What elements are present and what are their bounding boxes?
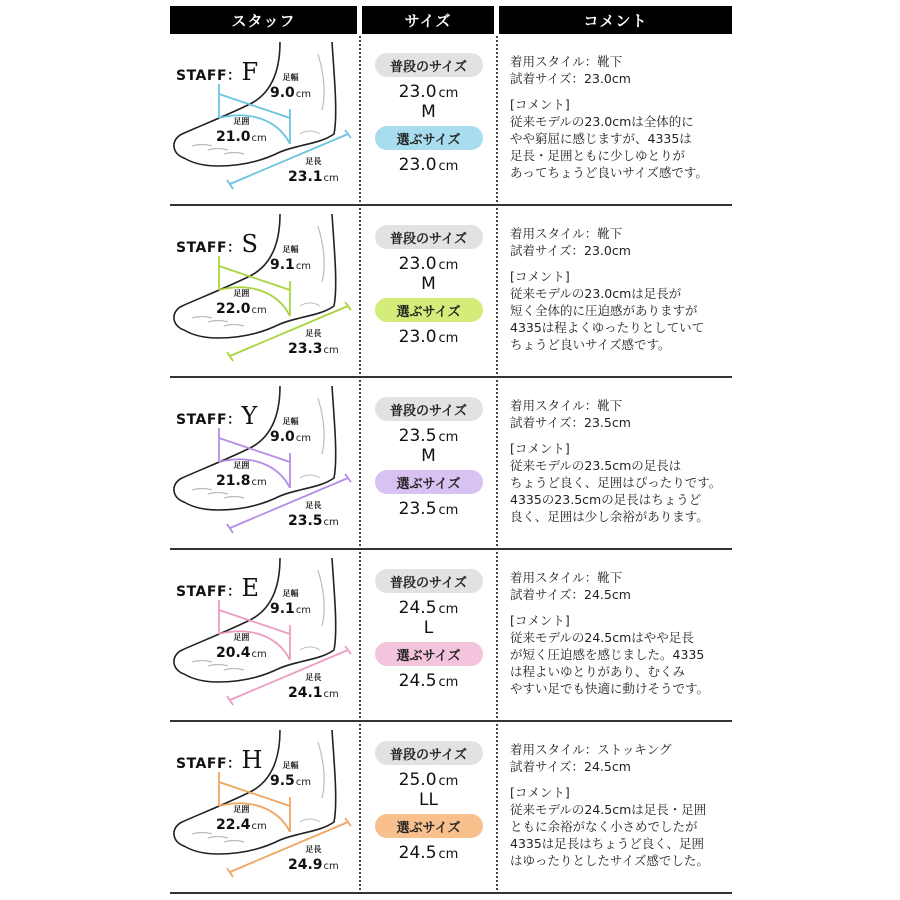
foot-width-measure: 足幅 9.1cm: [270, 245, 312, 273]
comment-heading: [コメント]: [510, 441, 570, 456]
foot-width-measure: 足幅 9.0cm: [270, 417, 312, 445]
chosen-size-badge: 選ぶサイズ: [375, 642, 483, 666]
staff-row-e: [170, 550, 732, 722]
comment-line: 従来モデルの23.0cmは足長が: [510, 286, 682, 301]
staff-cell: [170, 206, 360, 376]
header-comment: コメント: [499, 6, 732, 34]
foot-girth-measure: 足囲 22.0cm: [216, 289, 267, 317]
comment-cell: [497, 34, 732, 204]
comment-cell: [497, 378, 732, 548]
usual-size-grade: LL: [419, 790, 438, 810]
comment-line: 4335は程よくゆったりとしていて: [510, 320, 705, 335]
usual-size-badge: 普段のサイズ: [375, 397, 483, 421]
foot-length-measure: 足長 23.1cm: [288, 157, 339, 185]
chosen-size-badge: 選ぶサイズ: [375, 814, 483, 838]
comment-line: 良く、足囲は少し余裕があります。: [510, 509, 709, 524]
size-cell: [360, 378, 497, 548]
comment-line: やすい足でも快適に動けそうです。: [510, 681, 710, 696]
comment-line: 従来モデルの23.5cmの足長は: [510, 458, 682, 473]
comment-line: やや窮屈に感じますが、4335は: [510, 131, 692, 146]
staff-name: STAFF：S: [176, 230, 259, 258]
staff-name: STAFF：H: [176, 746, 263, 774]
staff-initial: S: [241, 230, 259, 258]
usual-size-badge: 普段のサイズ: [375, 53, 483, 77]
foot-width-measure: 足幅 9.1cm: [270, 589, 312, 617]
wear-style: 着用スタイル：靴下: [510, 398, 623, 413]
usual-size-value: 23.0 cm: [398, 254, 459, 274]
comment-cell: [497, 722, 732, 892]
usual-size-value: 23.5 cm: [398, 426, 459, 446]
header-size: サイズ: [362, 6, 494, 34]
staff-row-s: [170, 206, 732, 378]
chosen-size-value: 24.5 cm: [398, 843, 459, 863]
comment-line: ともに余裕がなく小さめでしたが: [510, 819, 698, 834]
wear-style: 着用スタイル：靴下: [510, 570, 623, 585]
usual-size-value: 24.5 cm: [398, 598, 459, 618]
chosen-size-value: 23.5 cm: [398, 499, 459, 519]
staff-name: STAFF：Y: [176, 402, 258, 430]
tried-size: 試着サイズ：23.5cm: [510, 415, 631, 430]
usual-size-grade: L: [423, 618, 434, 638]
foot-width-measure: 足幅 9.5cm: [270, 761, 312, 789]
comment-line: 従来モデルの24.5cmは足長・足囲: [510, 802, 707, 817]
chosen-size-badge: 選ぶサイズ: [375, 126, 483, 150]
foot-girth-measure: 足囲 21.0cm: [216, 117, 267, 145]
foot-length-measure: 足長 23.3cm: [288, 329, 339, 357]
staff-name: STAFF：E: [176, 574, 260, 602]
table-header: [170, 6, 732, 34]
foot-girth-measure: 足囲 20.4cm: [216, 633, 267, 661]
size-cell: [360, 34, 497, 204]
staff-initial: H: [241, 746, 263, 774]
staff-cell: [170, 378, 360, 548]
chosen-size-badge: 選ぶサイズ: [375, 470, 483, 494]
usual-size-badge: 普段のサイズ: [375, 741, 483, 765]
chosen-size-value: 23.0 cm: [398, 327, 459, 347]
chosen-size-value: 23.0 cm: [398, 155, 459, 175]
usual-size-grade: M: [421, 102, 436, 122]
comment-heading: [コメント]: [510, 97, 570, 112]
comment-line: はゆったりとしたサイズ感でした。: [510, 853, 709, 868]
chosen-size-badge: 選ぶサイズ: [375, 298, 483, 322]
foot-girth-measure: 足囲 21.8cm: [216, 461, 267, 489]
comment-cell: [497, 206, 732, 376]
foot-length-measure: 足長 23.5cm: [288, 501, 339, 529]
usual-size-value: 25.0 cm: [398, 770, 459, 790]
comment-line: 従来モデルの24.5cmはやや足長: [510, 630, 694, 645]
comment-line: 4335は足長はちょうど良く、足囲: [510, 836, 705, 851]
comment-line: 足長・足囲ともに少しゆとりが: [510, 148, 686, 163]
comment-heading: [コメント]: [510, 613, 570, 628]
usual-size-grade: M: [421, 274, 436, 294]
comment-line: が短く圧迫感を感じました。4335: [510, 647, 705, 662]
usual-size-badge: 普段のサイズ: [375, 569, 483, 593]
staff-cell: [170, 722, 360, 892]
comment-text: [510, 801, 732, 869]
staff-fitting-table: [170, 6, 732, 894]
comment-text: [510, 629, 732, 697]
usual-size-grade: M: [421, 446, 436, 466]
comment-text: [510, 457, 732, 525]
tried-size: 試着サイズ：23.0cm: [510, 71, 631, 86]
foot-length-measure: 足長 24.9cm: [288, 845, 339, 873]
comment-line: ちょうど良いサイズ感です。: [510, 337, 671, 352]
staff-name: STAFF：F: [176, 58, 259, 86]
comment-line: 4335の23.5cmの足長はちょうど: [510, 492, 702, 507]
wear-style: 着用スタイル：靴下: [510, 54, 623, 69]
staff-initial: E: [241, 574, 260, 602]
comment-line: ちょうど良く、足囲はぴったりです。: [510, 475, 722, 490]
usual-size-value: 23.0 cm: [398, 82, 459, 102]
comment-cell: [497, 550, 732, 720]
comment-text: [510, 285, 732, 353]
size-cell: [360, 550, 497, 720]
staff-row-h: [170, 722, 732, 894]
staff-initial: F: [241, 58, 259, 86]
usual-size-badge: 普段のサイズ: [375, 225, 483, 249]
chosen-size-value: 24.5 cm: [398, 671, 459, 691]
size-cell: [360, 722, 497, 892]
tried-size: 試着サイズ：23.0cm: [510, 243, 631, 258]
table-body: [170, 34, 732, 894]
wear-style: 着用スタイル：靴下: [510, 226, 623, 241]
comment-line: あってちょうど良いサイズ感です。: [510, 165, 708, 180]
comment-heading: [コメント]: [510, 785, 570, 800]
comment-text: [510, 113, 732, 181]
size-cell: [360, 206, 497, 376]
staff-row-y: [170, 378, 732, 550]
tried-size: 試着サイズ：24.5cm: [510, 587, 631, 602]
header-staff: スタッフ: [170, 6, 357, 34]
wear-style: 着用スタイル：ストッキング: [510, 742, 672, 757]
tried-size: 試着サイズ：24.5cm: [510, 759, 631, 774]
foot-width-measure: 足幅 9.0cm: [270, 73, 312, 101]
staff-cell: [170, 34, 360, 204]
comment-line: 従来モデルの23.0cmは全体的に: [510, 114, 694, 129]
staff-row-f: [170, 34, 732, 206]
comment-line: は程よいゆとりがあり、むくみ: [510, 664, 686, 679]
foot-length-measure: 足長 24.1cm: [288, 673, 339, 701]
staff-cell: [170, 550, 360, 720]
staff-initial: Y: [241, 402, 258, 430]
foot-girth-measure: 足囲 22.4cm: [216, 805, 267, 833]
comment-heading: [コメント]: [510, 269, 570, 284]
comment-line: 短く全体的に圧迫感がありますが: [510, 303, 698, 318]
